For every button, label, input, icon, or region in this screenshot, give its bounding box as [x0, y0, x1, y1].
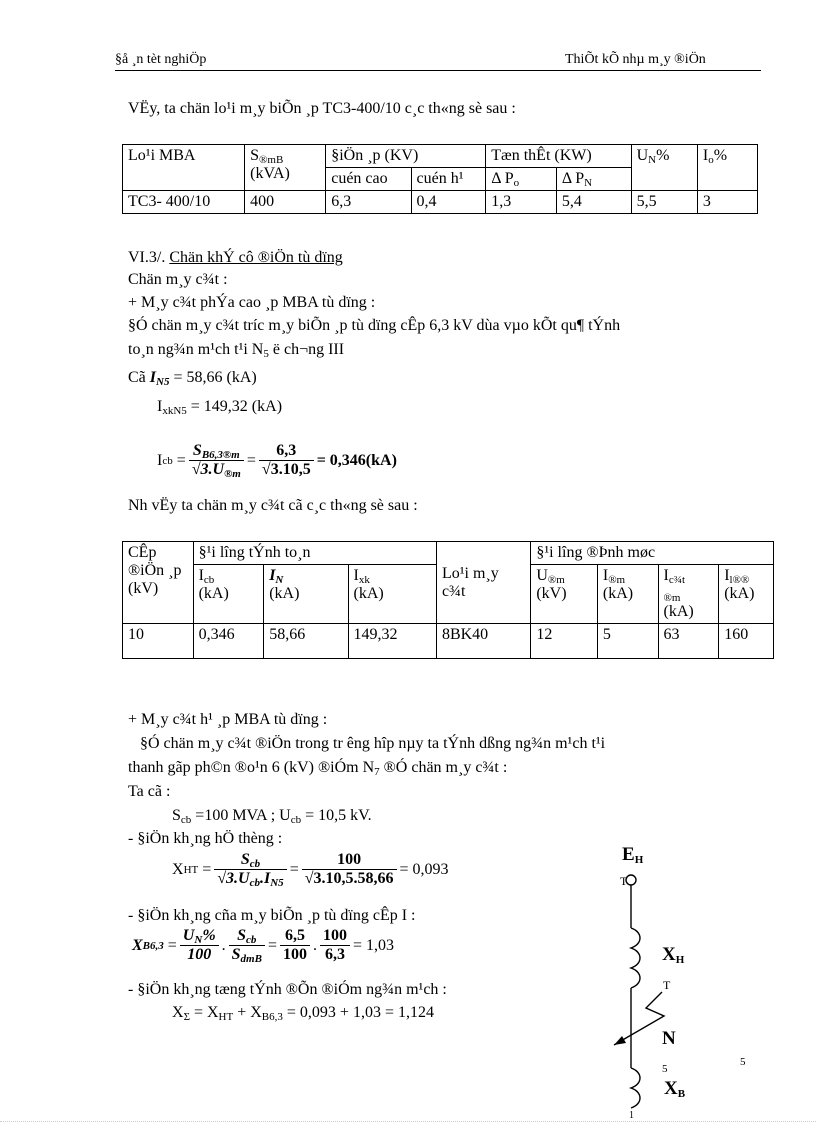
diagram-n5: 5: [662, 1063, 668, 1075]
breaker-table: [122, 541, 774, 659]
icb-formula: I cb = $\frac{S_{B6,3®m}}{√3.U_{®m}}$ = $\frac{6,3}{√3.10,5}$ = 0,346(kA): [157, 442, 397, 480]
th-calc: §¹i lîng tÝnh to¸n: [193, 542, 436, 565]
th-ixk: $I_{xk}$ (kA): [348, 565, 436, 624]
th-in: $I_N$ (kA): [264, 565, 348, 624]
th-breaker-type: Lo¹i m¸y c¾t: [436, 542, 530, 624]
th-un: $U_N\%$: [631, 145, 697, 191]
th-high: cuén cao: [326, 168, 411, 191]
diagram-xb: $X_B$: [664, 1078, 686, 1100]
header-right: ThiÕt kÕ nhµ m¸y ®iÖn: [565, 52, 706, 67]
cell: 6,3: [326, 191, 411, 214]
react-tr-label: - §iÖn kh¸ng cña m¸y biÕn ¸p tù dïng cÊp I :: [128, 907, 416, 924]
ta-co: Ta cã :: [128, 783, 171, 800]
diagram-n: N: [662, 1028, 676, 1049]
cell: 5,5: [631, 191, 697, 214]
th-loss: Tæn thÊt (KW): [486, 145, 631, 168]
cell: TC3- 400/10: [123, 191, 245, 214]
low-side-para2: thanh gãp ph©n ®o¹n 6 (kV) ®iÓm $N_7$ ®Ó chän m¸y c¾t :: [128, 759, 508, 778]
i-xk-line: $I_{xkN5} = 149,32$ (kA): [157, 398, 283, 417]
header-rule: [115, 70, 761, 71]
table-row: [123, 624, 774, 659]
th-idm: $I_{®m}$ (kA): [597, 565, 658, 624]
fault-arrowhead-icon: [614, 1036, 626, 1045]
diagram-one: 1: [629, 1110, 634, 1121]
th-rated: §¹i lîng ®Þnh møc: [531, 542, 774, 565]
th-icat: $I_{c\frac{3}{4}t}$ $_{®m}$ (kA): [658, 565, 719, 624]
base-values: $S_{cb} =100$ MVA ; $U_{cb} = 10,5$ kV.: [172, 807, 372, 826]
th-pn: Δ $P_N$: [556, 168, 631, 191]
xb-formula: X B6,3 = $\frac{U_N\%}{100}$ . $\frac{S_{cb}}{S_{dmB}}$ = $\frac{6,5}{100}$ . $\frac{100}{6,3}$ = 1,03: [132, 927, 395, 965]
inductor-xb-icon: [631, 1068, 640, 1108]
th-rated-power: $S_{®mB}$ (kVA): [245, 145, 326, 191]
cell: 149,32: [348, 624, 436, 659]
th-io: $I_o\%$: [697, 145, 757, 191]
xht-formula: X HT = $\frac{S_{cb}}{√3.U_{cb}.I_{N5}}$ = $\frac{100}{√3.10,5.58,66}$ = 0,093: [172, 851, 449, 889]
section-line3: §Ó chän m¸y c¾t tríc m¸y biÕn ¸p tù dïng cÊp 6,3 kV dùa vµo kÕt qu¶ tÝnh: [128, 317, 621, 334]
section-line1: Chän m¸y c¾t :: [128, 271, 228, 288]
cell: 58,66: [264, 624, 348, 659]
cell: 1,3: [486, 191, 557, 214]
cell: 12: [531, 624, 598, 659]
section-line4: to¸n ng¾n m¹ch t¹i $N_5$ ë ch¬ng III: [128, 341, 345, 360]
cell: 5,4: [556, 191, 631, 214]
cell: 400: [245, 191, 326, 214]
intro-text: VËy, ta chän lo¹i m¸y biÕn ¸p TC3-400/10 c¸c th«ng sè sau :: [128, 100, 516, 117]
th-p0: Δ $P_o$: [486, 168, 557, 191]
transformer-table: [122, 144, 758, 214]
bottom-divider: [0, 1121, 816, 1122]
table-row: [123, 191, 758, 214]
cell: 8BK40: [436, 624, 530, 659]
xsum-formula: $X_\Sigma = X_{HT} + X_{B6,3} = 0,093 + 1,03 = 1,124$: [172, 1004, 434, 1023]
low-side-para1: §Ó chän m¸y c¾t ®iÖn trong tr êng hîp nµy ta tÝnh dßng ng¾n m¹ch t¹i: [140, 735, 606, 752]
react-total-label: - §iÖn kh¸ng tæng tÝnh ®Õn ®iÓm ng¾n m¹ch :: [128, 981, 447, 998]
after-icb: Nh vËy ta chän m¸y c¾t cã c¸c th«ng sè sau :: [128, 497, 418, 514]
cell: 63: [658, 624, 719, 659]
i-n5-line: Cã $I_{N5} = 58,66$ (kA): [128, 369, 257, 388]
th-type: Lo¹i MBA: [123, 145, 245, 191]
low-side-title: + M¸y c¾t h¹ ¸p MBA tù dïng :: [128, 711, 328, 728]
cell: 5: [597, 624, 658, 659]
page-number: 5: [740, 1056, 746, 1068]
th-low: cuén h¹: [411, 168, 486, 191]
cell: 3: [697, 191, 757, 214]
inductor-xh-icon: [631, 928, 640, 988]
cell: 0,4: [411, 191, 486, 214]
section-heading: VI.3/. Chän khÝ cô ®iÖn tù dïng: [128, 249, 343, 266]
diagram-t2: T: [663, 978, 671, 992]
diagram-t1: T: [620, 874, 628, 888]
th-level: CÊp ®iÖn ¸p (kV): [123, 542, 194, 624]
header-left: §å ¸n tèt nghiÖp: [115, 52, 207, 67]
diagram-eh: $E_H$: [622, 844, 644, 866]
cell: 10: [123, 624, 194, 659]
th-voltage: §iÖn ¸p (KV): [326, 145, 486, 168]
source-terminal-icon: [626, 875, 636, 885]
section-line2: + M¸y c¾t phÝa cao ¸p MBA tù dïng :: [128, 294, 376, 311]
th-icb: $I_{cb}$ (kA): [193, 565, 264, 624]
diagram-xh: $X_H$: [662, 944, 685, 966]
th-udm: $U_{®m}$ (kV): [531, 565, 598, 624]
cell: 0,346: [193, 624, 264, 659]
react-sys-label: - §iÖn kh¸ng hÖ thèng :: [128, 830, 283, 847]
th-ildd: $I_{l®®}$ (kA): [719, 565, 774, 624]
cell: 160: [719, 624, 774, 659]
